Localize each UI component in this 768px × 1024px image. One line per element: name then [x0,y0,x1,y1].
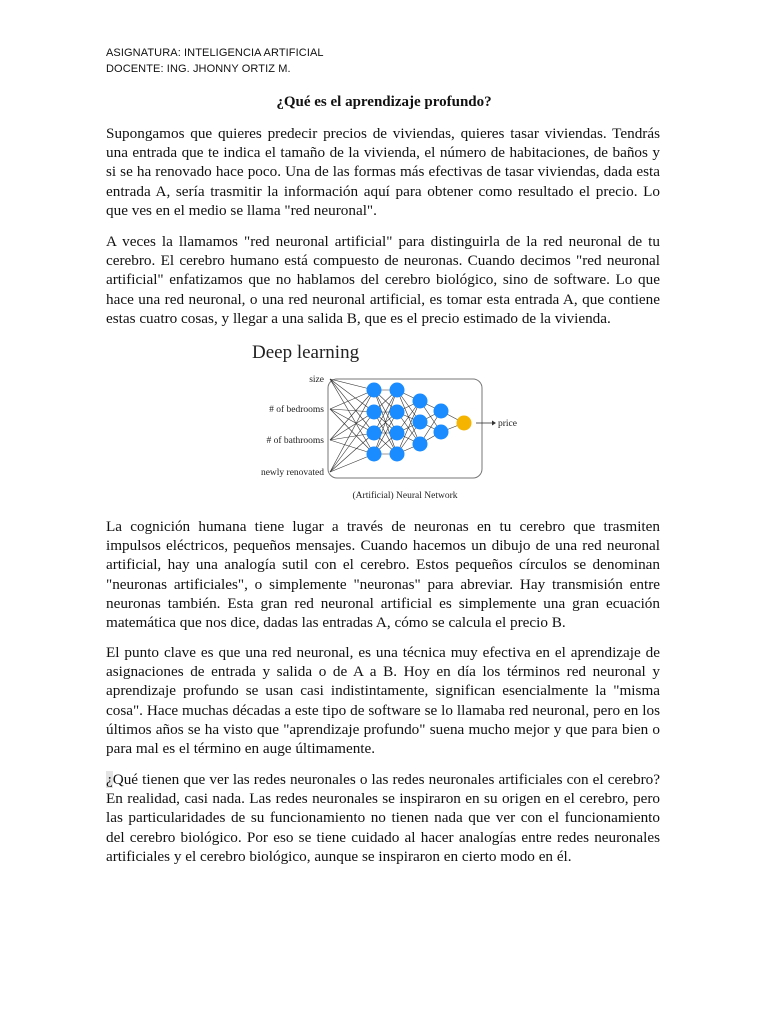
paragraph-1: Supongamos que quieres predecir precios de viviendas, quieres tasar viviendas. Tendrás una entrada que te indica el tamaño de la vivienda, el número de habitaciones, de baños y si se ha renovado hace poco. Una de las formas más efectivas de tasar viviendas, dada esta entrada A, sería trasmitir la información aquí para obtener como resultado el precio. Lo que ves en el medio se llama "red neuronal". [106,125,660,219]
output-neuron [457,416,472,431]
input-label: # of bedrooms [269,405,324,415]
input-label: # of bathrooms [266,436,324,446]
teacher-line: DOCENTE: ING. JHONNY ORTIZ M. [106,63,291,75]
paragraph-2: A veces la llamamos "red neuronal artificial" para distinguirla de la red neuronal de tu cerebro. El cerebro humano está compuesto de neuronas. Cuando decimos "red neuronal artificial" enfatizamos que no hablamos del cerebro biológico, sino de software. Lo que hace una red neuronal, o una red neuronal artificial, es tomar esta entrada A, que contiene estas cuatro cosas, y llegar a una salida B, que es el precio estimado de la vivienda. [106,233,660,327]
neuron [390,405,405,420]
neuron [390,447,405,462]
highlighted-mark: ¿ [106,771,113,788]
figure-caption: (Artificial) Neural Network [352,491,458,501]
neuron [434,404,449,419]
input-label: newly renovated [260,468,324,478]
paragraph-4: El punto clave es que una red neuronal, es una técnica muy efectiva en el aprendizaje de asignaciones de entrada y salida o de A a B. Hoy en día los términos red neuronal y aprendizaje profundo se usan casi indistintamente, significan esencialmente la "misma cosa". Hace muchas décadas a este tipo de software se lo llamaba red neuronal, pero en los últimos años se ha visto que "aprendizaje profundo" suena mucho mejor y que para bien o para mal es el término en auge últimamente. [106,644,660,758]
input-label: size [309,375,324,385]
document-header [106,45,324,77]
neuron [367,426,382,441]
paragraph-5-text: Qué tienen que ver las redes neuronales o las redes neuronales artificiales con el cerebro? En realidad, casi nada. Las redes neuronales se inspiraron en su origen en el cerebro, pero las particularidades de su funcionamiento no tienen nada que ver con el funcionamiento del cerebro biológico. Por eso se tiene cuidado al hacer analogías entre redes neuronales artificiales y el cerebro biológico, aunque se inspiraron en cierto modo en él. [106,771,660,865]
figure-title: Deep learning [252,342,360,363]
neuron [367,405,382,420]
neuron [367,383,382,398]
connection-line [330,379,374,412]
page-title: ¿Qué es el aprendizaje profundo? [276,94,492,110]
neural-network-diagram [240,336,530,506]
neuron [413,437,428,452]
neuron [413,415,428,430]
neuron [390,426,405,441]
output-label: price [498,419,517,429]
paragraph-3: La cognición humana tiene lugar a través de neuronas en tu cerebro que trasmiten impulsos eléctricos, pequeños mensajes. Cuando hacemos un dibujo de una red neuronal artificial, hay una analogía sutil con el cerebro. Estos pequeños círculos se denominan "neuronas artificiales", o simplemente "neuronas" para abreviar. Hay transmisión entre neuronas también. Esta gran red neuronal artificial es simplemente una gran ecuación matemática que nos dice, dadas las entradas A, cómo se calcula el precio B. [106,518,660,632]
output-arrow-head [492,421,496,426]
paragraph-5 [106,770,660,866]
neuron [390,383,405,398]
deep-learning-figure [240,336,530,506]
neuron [434,425,449,440]
course-line: ASIGNATURA: INTELIGENCIA ARTIFICIAL [106,47,324,59]
neuron [413,394,428,409]
neuron [367,447,382,462]
